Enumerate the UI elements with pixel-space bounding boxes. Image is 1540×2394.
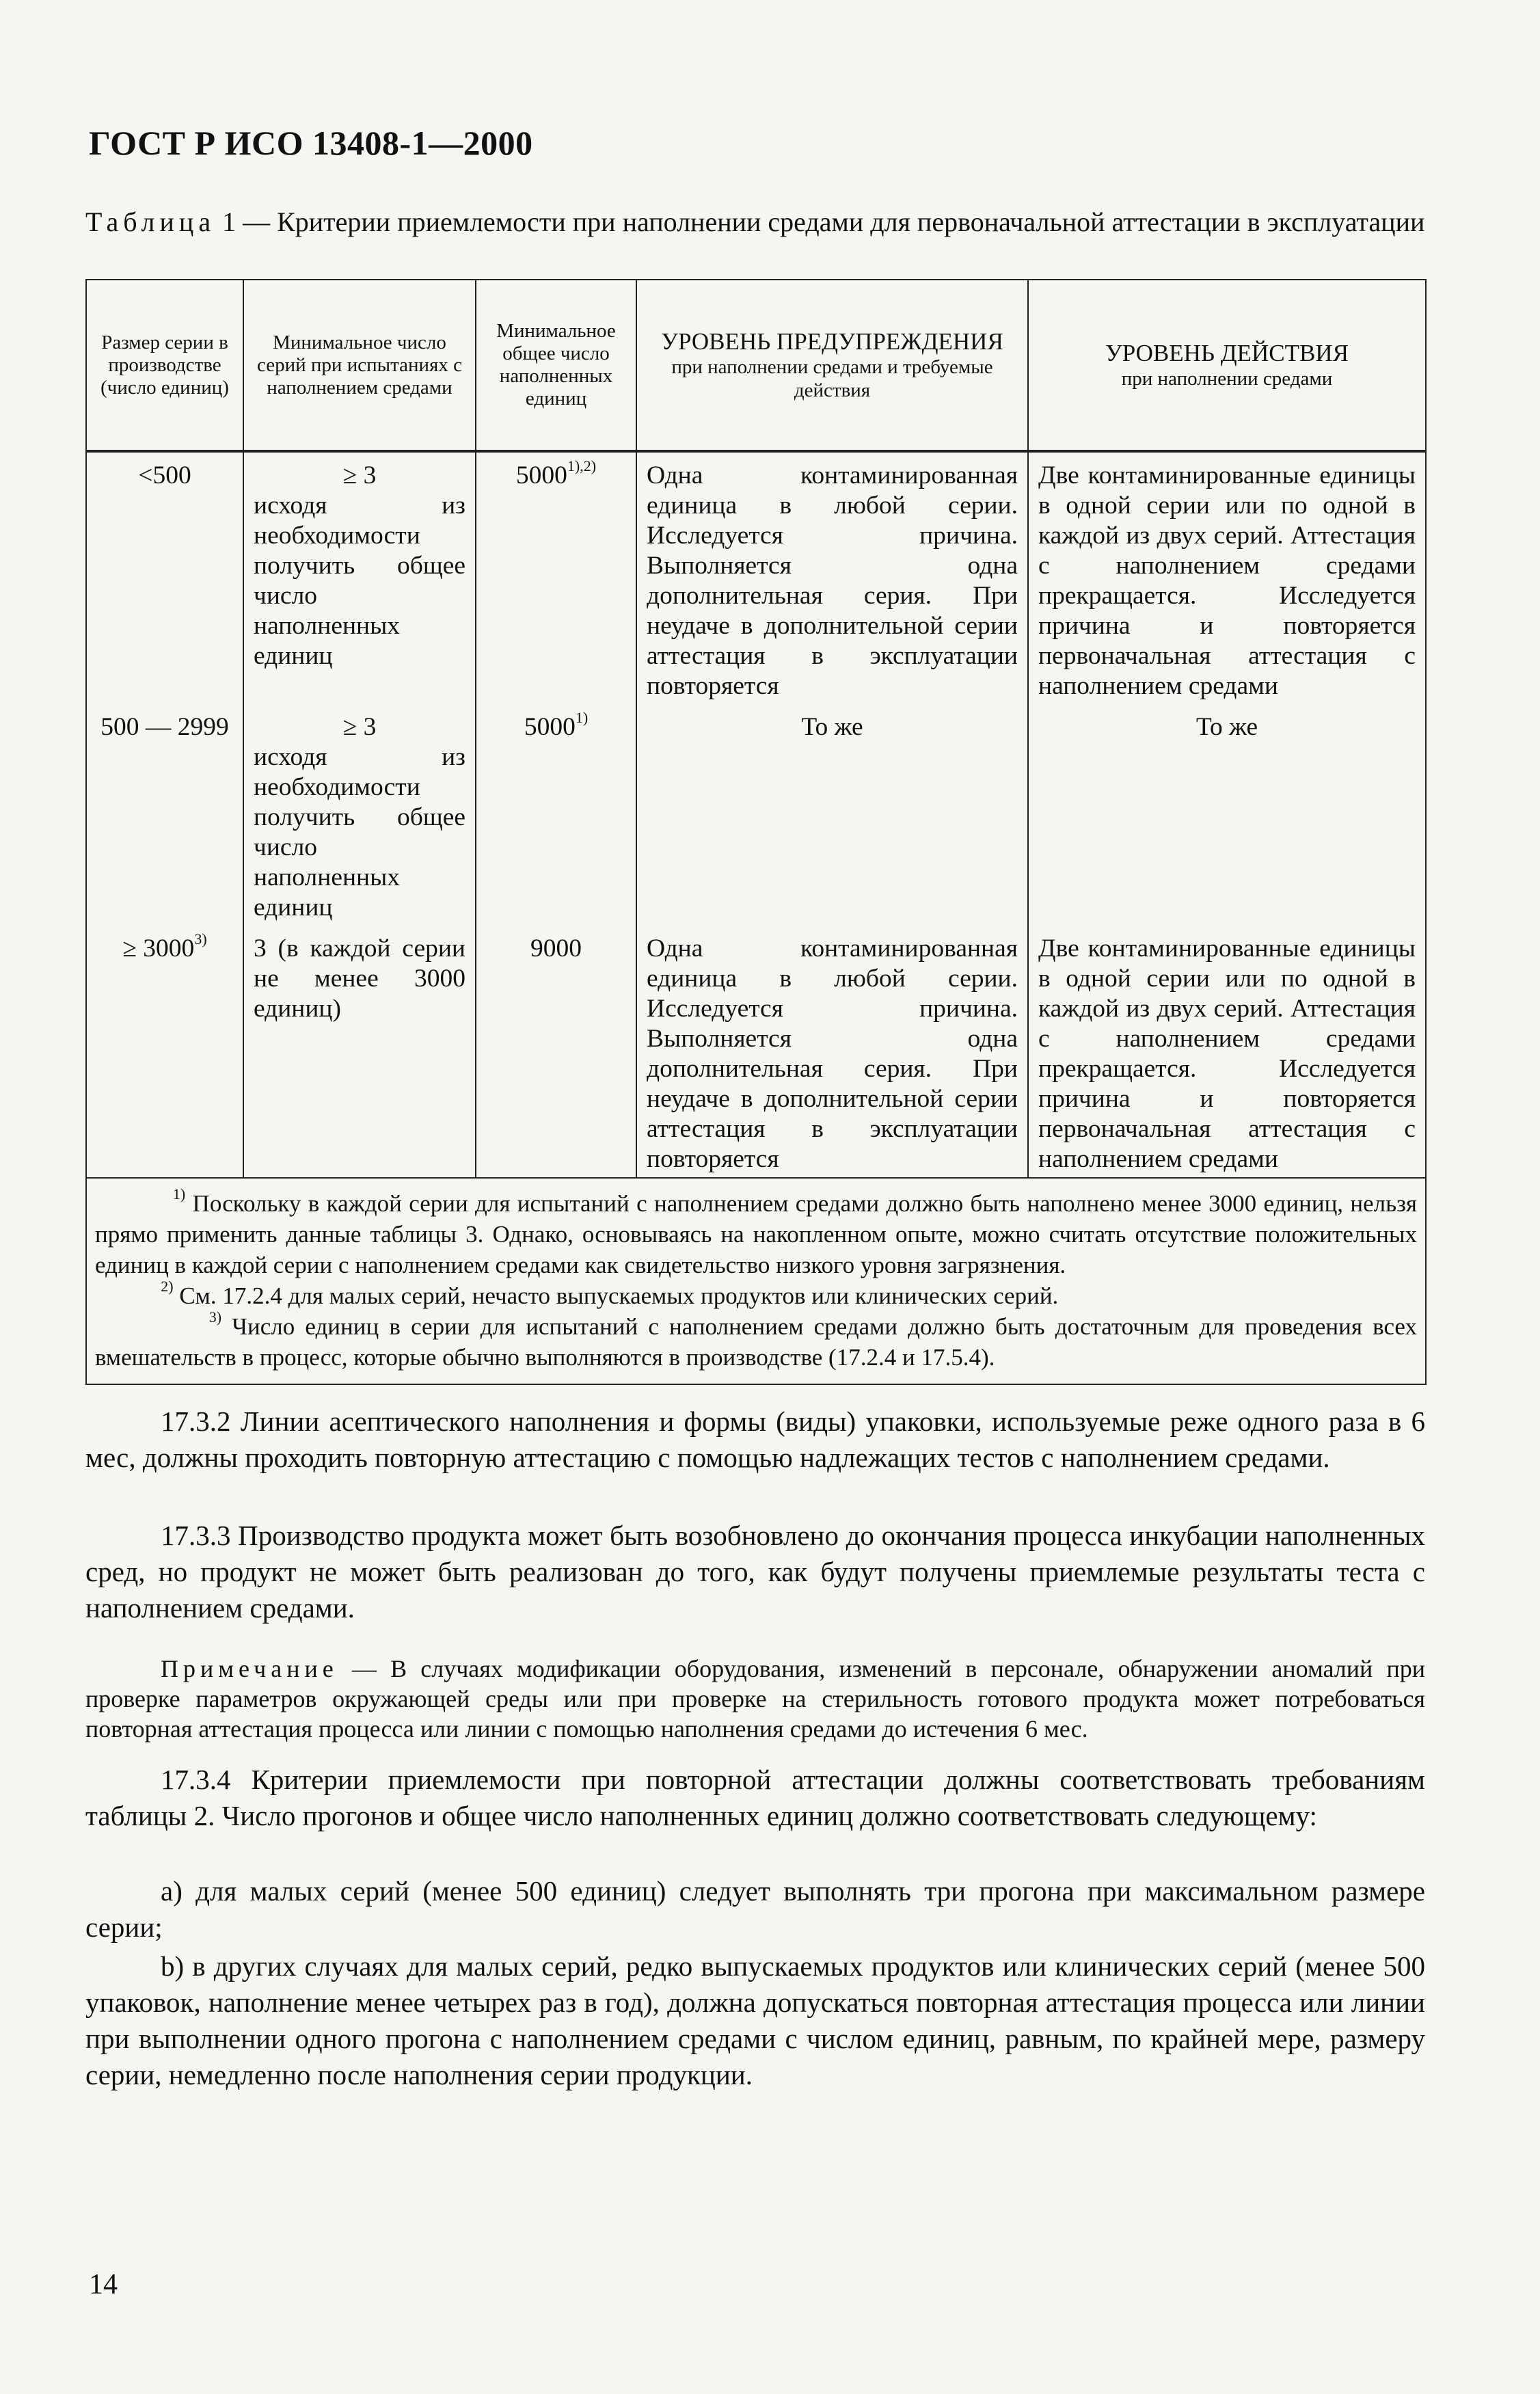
cell-warning: Одна контаминированная единица в любой серии. Исследуется причина. Выполняется одна дополнительная серия. При неудаче в дополнительной серии аттестация в эксплуатации повторяется [636, 926, 1028, 1178]
header-warning-title: УРОВЕНЬ ПРЕДУПРЕЖДЕНИЯ [661, 328, 1003, 355]
list-item-a-text: a) для малых серий (менее 500 единиц) следует выполнять три прогона при максимальном размере серии; [85, 1875, 1425, 1943]
cell-min-series-text: исходя из необходимости получить общее число наполненных единиц [254, 492, 465, 670]
footnote-2 [95, 1280, 1417, 1311]
cell-min-series [243, 704, 476, 926]
paragraph-17-3-4 [85, 1762, 1425, 1834]
cell-min-total [476, 704, 636, 926]
paragraph-17-3-3 [85, 1518, 1425, 1626]
list-item-b-text: b) в других случаях для малых серий, редко выпускаемых продуктов или клинических серий (менее 500 упаковок, наполнение менее четырех раз в год), должна допускаться повторная аттестация процесса или линии при выполнении одного прогона с наполнением средами с числом единиц, равным, по крайней мере, размеру серии, немедленно после наполнения серии продукции. [85, 1950, 1425, 2090]
header-batch-size: Размер серии в производстве (число единиц) [86, 280, 243, 451]
cell-warning: Одна контаминированная единица в любой серии. Исследуется причина. Выполняется одна дополнительная серия. При неудаче в дополнительной серии аттестация в эксплуатации повторяется [636, 451, 1028, 704]
page-number: 14 [89, 2269, 118, 2300]
note [85, 1654, 1425, 1744]
header-action-title: УРОВЕНЬ ДЕЙСТВИЯ [1105, 340, 1349, 366]
cell-warning: То же [636, 704, 1028, 926]
note-text: — В случаях модификации оборудования, изменений в персонале, обнаружении аномалий при проверке параметров окружающей среды или при проверке на стерильность готового продукта может потребоваться повторная аттестация процесса или линии с помощью наполнения средами до истечения 6 мес. [85, 1655, 1425, 1743]
cell-action: Две контаминированные единицы в одной серии или по одной в каждой из двух серий. Аттестация с наполнением средами прекращается. Исследуется причина и повторяется первоначальная аттестация с наполнением средами [1028, 451, 1426, 704]
criteria-table [85, 279, 1427, 1385]
paragraph-17-3-4-text: 17.3.4 Критерии приемлемости при повторной аттестации должны соответствовать требованиям таблицы 2. Число прогонов и общее число наполненных единиц должно соответствовать следующему: [85, 1764, 1425, 1831]
footnote-1-mark: 1) [172, 1185, 186, 1202]
header-min-total: Минимальное общее число наполненных единиц [476, 280, 636, 451]
cell-min-series-value: ≥ 3 [342, 461, 377, 489]
cell-action: То же [1028, 704, 1426, 926]
table-header-row [86, 280, 1426, 451]
footnote-2-text: См. 17.2.4 для малых серий, нечасто выпускаемых продуктов или клинических серий. [179, 1282, 1059, 1309]
table-caption-label: Таблица [85, 206, 216, 237]
cell-min-total-value: 5000 [524, 713, 576, 741]
cell-min-total [476, 451, 636, 704]
paragraph-17-3-2-text: 17.3.2 Линии асептического наполнения и формы (виды) упаковки, используемые реже одного раза в 6 мес, должны проходить повторную аттестацию с помощью надлежащих тестов с наполнением средами. [85, 1406, 1425, 1473]
footnote-3-mark: 3) [208, 1308, 222, 1326]
standard-title: ГОСТ Р ИСО 13408-1—2000 [89, 124, 533, 162]
cell-batch-size-value: ≥ 3000 [122, 934, 195, 963]
footnote-3-text: Число единиц в серии для испытаний с наполнением средами должно быть достаточным для проведения всех вмешательств в процесс, которые обычно выполняются в производстве (17.2.4 и 17.5.4). [95, 1313, 1418, 1371]
cell-batch-size: <500 [86, 451, 243, 704]
footnote-ref: 1),2) [567, 457, 597, 474]
cell-min-total-value: 5000 [515, 461, 567, 489]
paragraph-17-3-3-text: 17.3.3 Производство продукта может быть возобновлено до окончания процесса инкубации наполненных сред, но продукт не может быть реализован до того, как будут получены приемлемые результаты теста с наполнением средами. [85, 1520, 1425, 1624]
table-row [86, 704, 1426, 926]
footnote-1-text: Поскольку в каждой серии для испытаний с наполнением средами должно быть наполнено менее 3000 единиц, нельзя прямо применить данные таблицы 3. Однако, основываясь на накопленном опыте, можно считать отсутствие положительных единиц в каждой серии с наполнением средами как свидетельство низкого уровня загрязнения. [95, 1190, 1418, 1278]
footnote-2-mark: 2) [161, 1278, 174, 1295]
header-action-sub: при наполнении средами [1121, 368, 1333, 390]
header-warning-sub: при наполнении средами и требуемые действия [671, 356, 993, 401]
note-label: Примечание [161, 1655, 338, 1682]
footnote-3 [95, 1308, 1418, 1373]
list-item-b [85, 1948, 1425, 2093]
paragraph-17-3-2 [85, 1403, 1425, 1476]
table-footnotes [86, 1178, 1426, 1384]
table-footnotes-row [86, 1178, 1426, 1384]
cell-action: Две контаминированные единицы в одной серии или по одной в каждой из двух серий. Аттестация с наполнением средами прекращается. Исследуется причина и повторяется первоначальная аттестация с наполнением средами [1028, 926, 1426, 1178]
header-warning-level [636, 280, 1028, 451]
cell-batch-size: 500 — 2999 [86, 704, 243, 926]
table-caption [85, 205, 1453, 239]
header-min-series: Минимальное число серий при испытаниях с наполнением средами [243, 280, 476, 451]
table-row [86, 451, 1426, 704]
cell-min-series-value: ≥ 3 [342, 713, 377, 741]
table-caption-text: 1 — Критерии приемлемости при наполнении средами для первоначальной аттестации в эксплуатации [215, 206, 1425, 237]
table-row [86, 926, 1426, 1178]
cell-batch-size [86, 926, 243, 1178]
footnote-ref: 1) [575, 709, 589, 726]
cell-min-total: 9000 [476, 926, 636, 1178]
cell-min-series-text: исходя из необходимости получить общее число наполненных единиц [254, 743, 465, 922]
cell-min-series: 3 (в каждой серии не менее 3000 единиц) [243, 926, 476, 1178]
footnote-ref: 3) [194, 930, 207, 947]
footnote-1 [95, 1185, 1418, 1280]
cell-min-series [243, 451, 476, 704]
list-item-a [85, 1873, 1425, 1946]
header-action-level [1028, 280, 1426, 451]
